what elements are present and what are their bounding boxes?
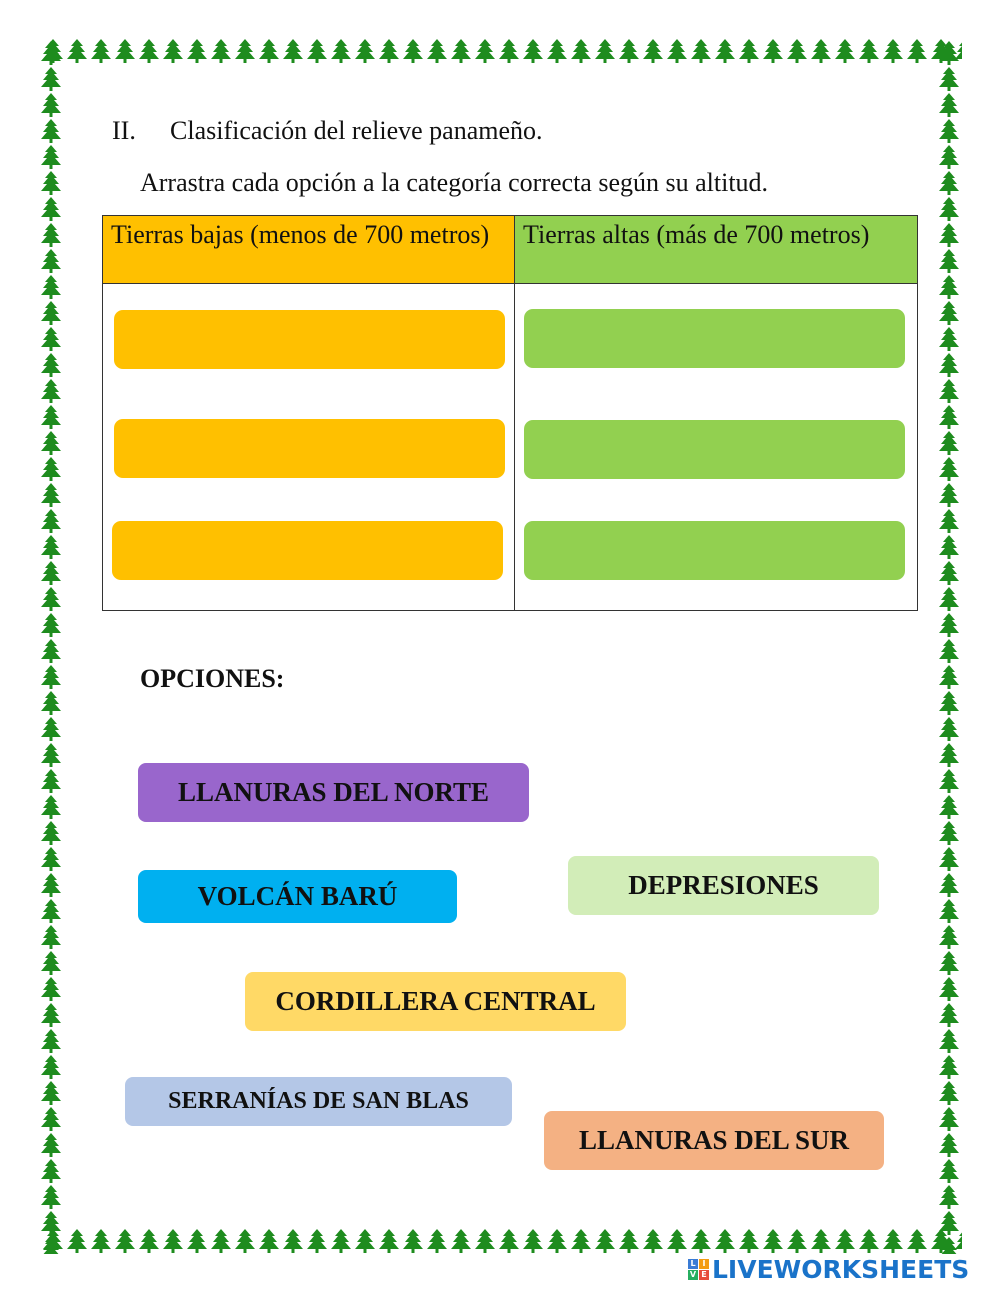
section-number: II. — [112, 116, 136, 145]
options-title: OPCIONES: — [140, 664, 285, 693]
high-lands-header: Tierras altas (más de 700 metros) — [515, 216, 917, 284]
tree-border-bottom — [40, 1228, 962, 1254]
tree-border-top — [40, 38, 962, 64]
high-drop-zone-3[interactable] — [524, 521, 905, 580]
logo-text: LIVEWORKSHEETS — [712, 1254, 970, 1284]
low-drop-zone-3[interactable] — [112, 521, 503, 580]
logo-mark-icon: L I V E — [688, 1259, 709, 1280]
low-lands-header: Tierras bajas (menos de 700 metros) — [103, 216, 515, 284]
high-drop-zone-1[interactable] — [524, 309, 905, 368]
low-drop-zone-2[interactable] — [114, 419, 505, 478]
tree-border-left — [38, 40, 64, 1254]
section-heading — [112, 116, 543, 146]
option-llanuras-del-norte[interactable]: LLANURAS DEL NORTE — [138, 763, 529, 822]
instruction-text: Arrastra cada opción a la categoría correcta según su altitud. — [140, 168, 769, 197]
high-drop-zone-2[interactable] — [524, 420, 905, 479]
section-title: Clasificación del relieve panameño. — [170, 116, 543, 145]
option-llanuras-del-sur[interactable]: LLANURAS DEL SUR — [544, 1111, 884, 1170]
tree-border-right — [936, 40, 962, 1254]
classification-table — [102, 215, 918, 611]
column-divider — [514, 284, 515, 610]
low-drop-zone-1[interactable] — [114, 310, 505, 369]
option-depresiones[interactable]: DEPRESIONES — [568, 856, 879, 915]
liveworksheets-logo — [688, 1254, 969, 1284]
option-volcan-baru[interactable]: VOLCÁN BARÚ — [138, 870, 457, 923]
option-cordillera-central[interactable]: CORDILLERA CENTRAL — [245, 972, 626, 1031]
option-serranias-de-san-blas[interactable]: SERRANÍAS DE SAN BLAS — [125, 1077, 512, 1126]
